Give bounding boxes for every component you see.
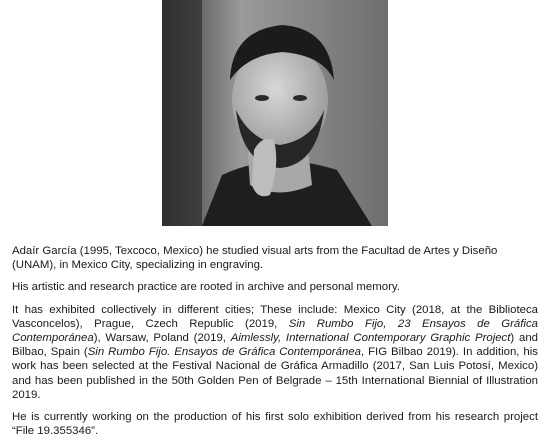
bio-paragraph-exhibitions bbox=[12, 303, 538, 402]
artist-bio bbox=[12, 244, 538, 446]
bio-paragraph-current: He is currently working on the production of his first solo exhibition derived from his research project “File 19.355346”. bbox=[12, 411, 538, 438]
bio-exhibition-title-2: Aimlessly, International Contemporary Graphic Project bbox=[230, 332, 511, 345]
bio-exhibition-title-3: Sin Rumbo Fijo. Ensayos de Gráfica Contemporánea bbox=[87, 346, 361, 359]
bio-exhibition-title-1: Sin Rumbo Fijo, 23 Ensayos de Gráfica Contemporánea bbox=[12, 317, 538, 345]
bio-exhibitions-text-1: It has exhibited collectively in different cities; These include: Mexico City (2018, at the Biblioteca Vasconcelos), Prague, Czech Republic (2019, bbox=[12, 303, 538, 330]
bio-paragraph-intro: Adaír García (1995, Texcoco, Mexico) he studied visual arts from the Facultad de Artes y Diseño (UNAM), in Mexico City, specializing in engraving. bbox=[12, 245, 498, 272]
bio-paragraph-practice: His artistic and research practice are rooted in archive and personal memory. bbox=[12, 281, 400, 294]
bio-exhibitions-text-3: ) and Bilbao, Spain ( bbox=[12, 332, 538, 359]
bio-exhibitions-text-4: , FIG Bilbao 2019). In addition, his work has been selected at the Festival Nacional de Gráfica Armadillo (2017, San Luis Potosí, Mexico) and has been published in the 50th Golden Pen of Belgrade – 15th International Biennial of Illustration 2019. bbox=[12, 346, 538, 401]
portrait-image bbox=[162, 0, 388, 226]
portrait-photo bbox=[162, 0, 388, 226]
bio-exhibitions-text-2: ), Warsaw, Poland (2019, bbox=[93, 332, 231, 345]
